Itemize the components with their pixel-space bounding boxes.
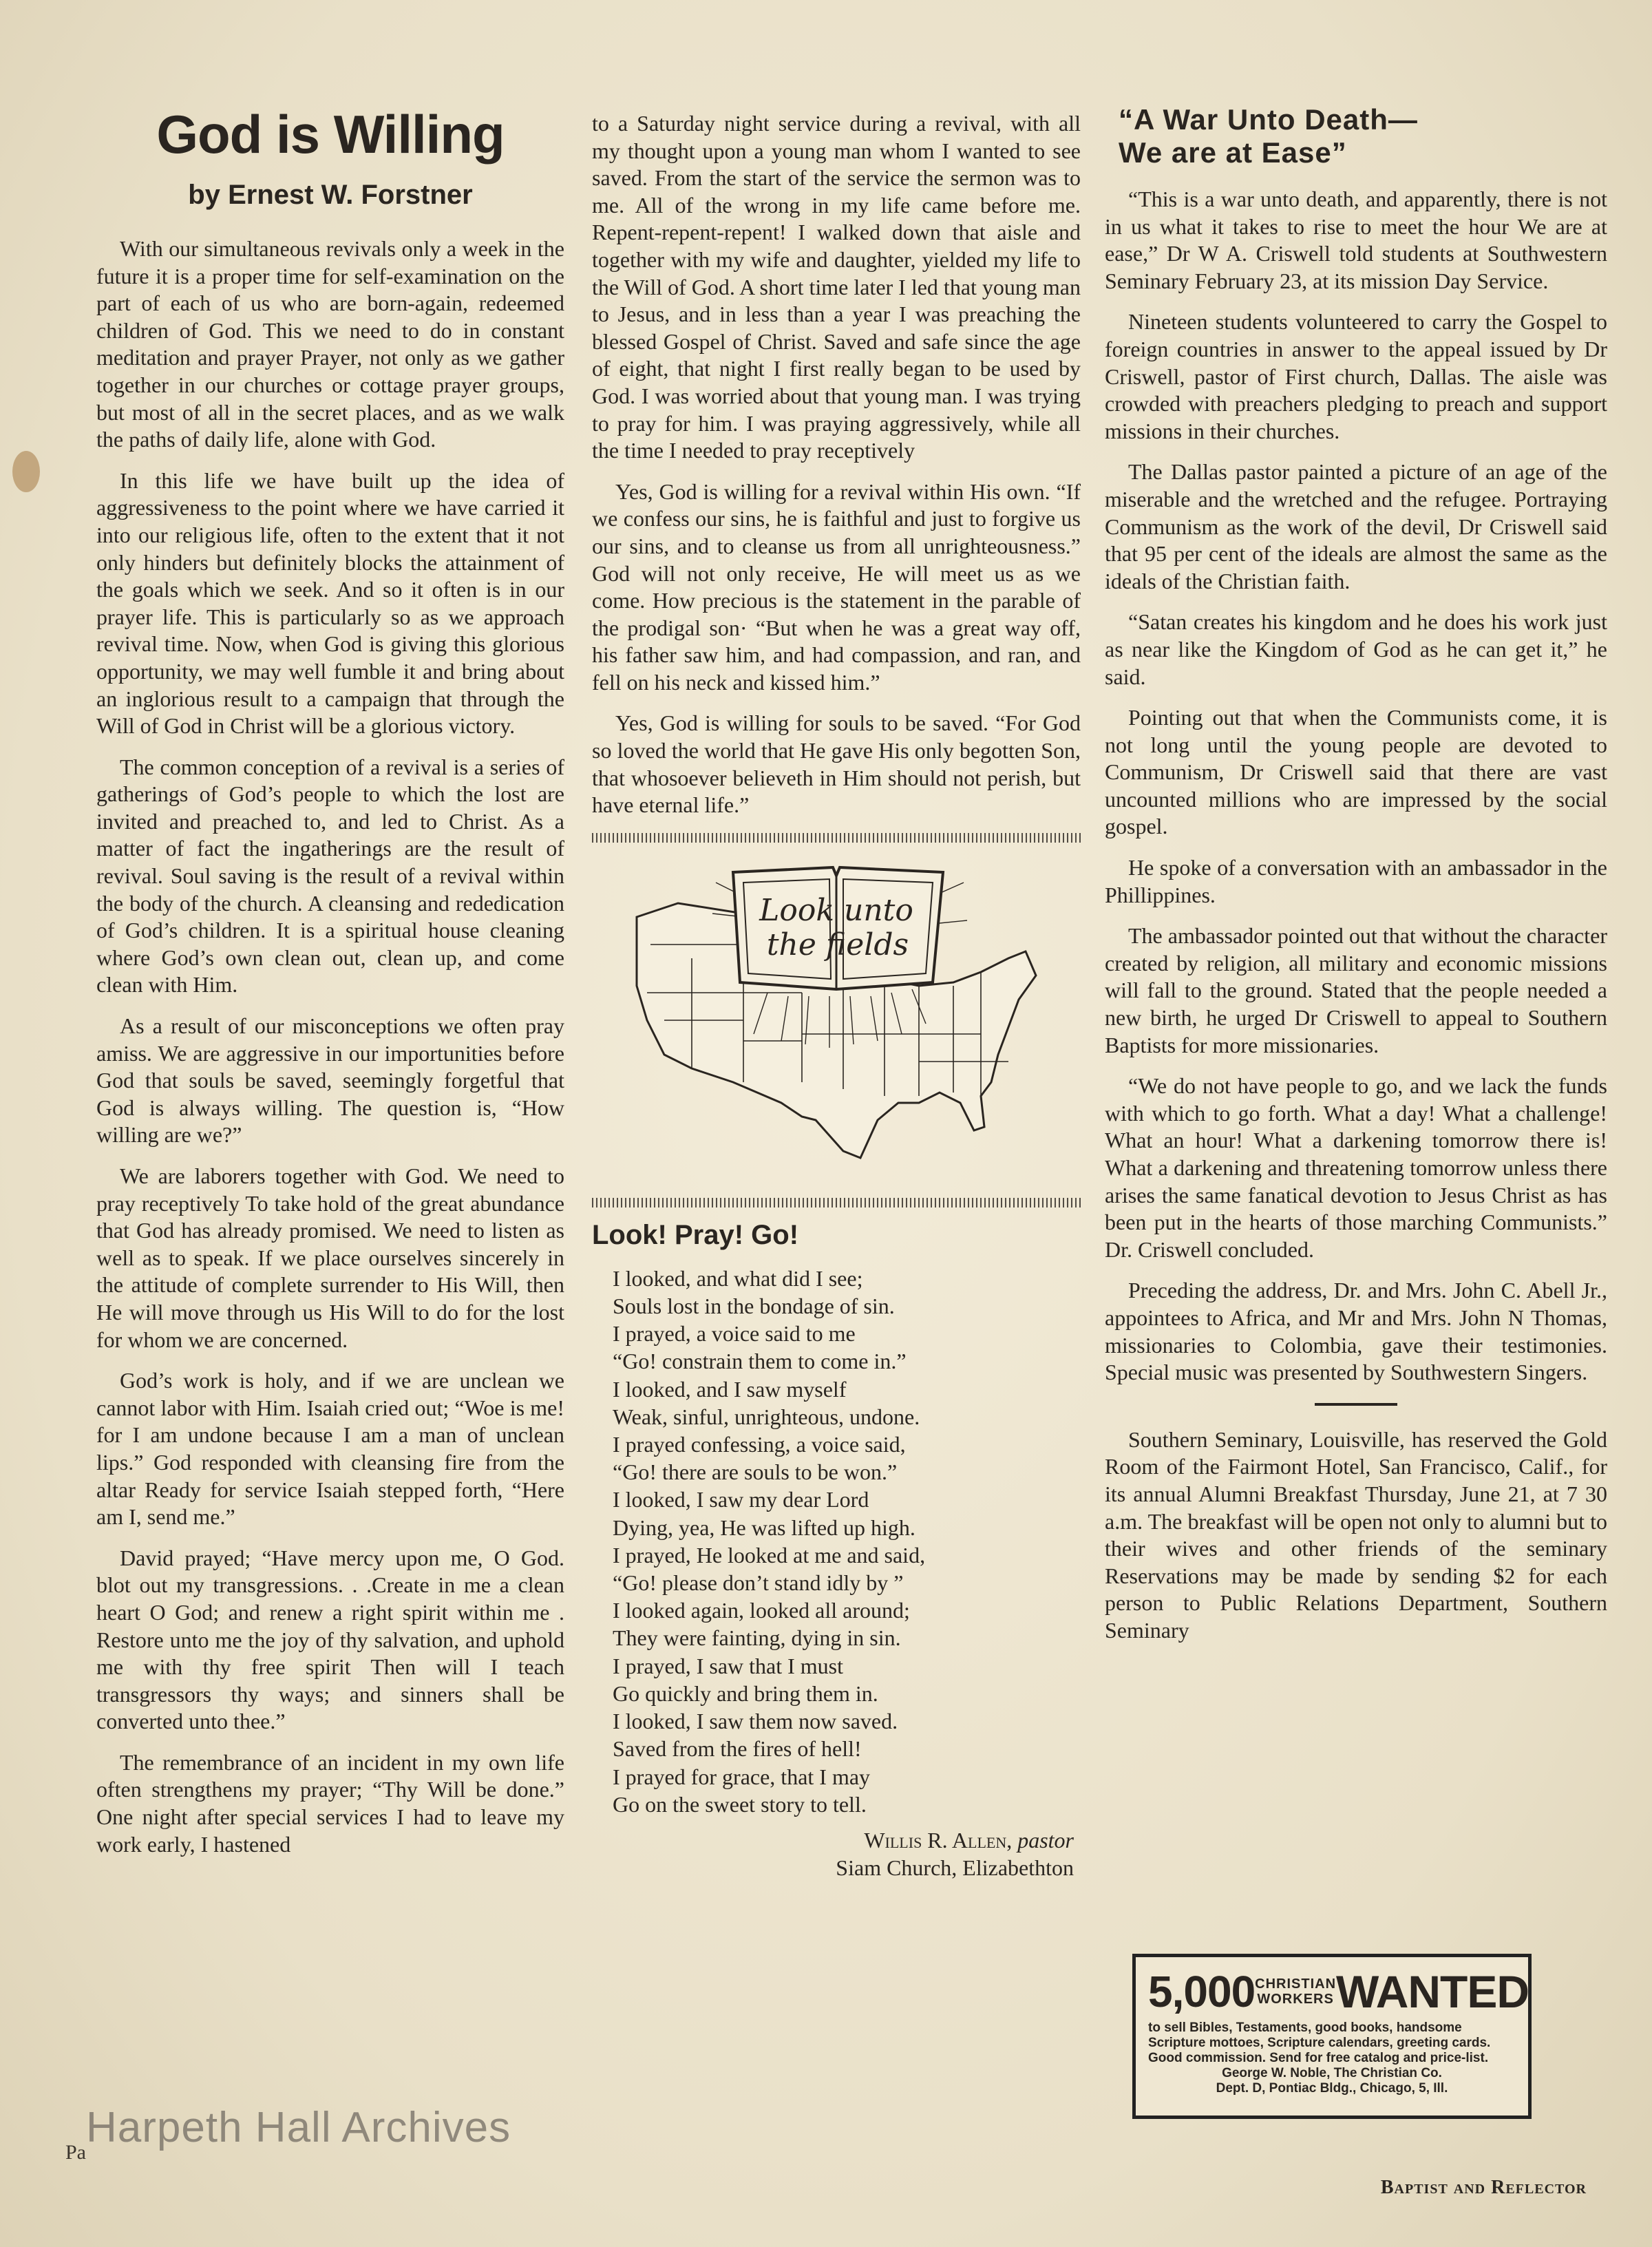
paragraph: We are laborers together with God. We need to pray receptively To take hold of the great abundance that God has already promised. We need to listen as well as to speak. If we place ourselves sincerely in the attitude of complete surrender to His Will, then He will move through us His Will to do for the lost for whom we are concerned. xyxy=(96,1163,564,1352)
column-middle xyxy=(592,110,1081,1881)
column-right xyxy=(1105,103,1607,1658)
paragraph: The remembrance of an incident in my own life often strengthens my prayer; “Thy Will be done.” One night after special services I had to leave my work early, I hastened xyxy=(96,1749,564,1857)
poem-line: I prayed confessing, a voice said, xyxy=(613,1432,906,1457)
paragraph: In this life we have built up the idea of aggressiveness to the point where we have carried it into our religious life, often to the extent that it not only hinders but definitely blocks the attainment of the goals which we seek. And so it often is in our prayer life. This is particularly so as we approach revival time. Now, when God is giving this glorious opportunity, we may well fumble it and bring about an inglorious result to a campaign that through the Will of God in Christ will be a glorious victory. xyxy=(96,467,564,739)
poem-author-role: pastor xyxy=(1017,1827,1074,1853)
poem-line: I looked, and I saw myself xyxy=(613,1376,847,1402)
poem-line: Souls lost in the bondage of sin. xyxy=(613,1294,895,1319)
poem-line: Weak, sinful, unrighteous, undone. xyxy=(613,1404,920,1429)
paragraph: David prayed; “Have mercy upon me, O God. blot out my transgressions. . .Create in me a clean heart O God; and renew a right spirit within me . Restore unto me the joy of thy salvation, and uphold me with thy free spirit Then will I teach transgressors thy ways; and sinners shall be converted unto thee.” xyxy=(96,1545,564,1734)
poem-line: “Go! constrain them to come in.” xyxy=(613,1349,907,1374)
poem-line: I looked again, looked all around; xyxy=(613,1598,910,1623)
section-rule xyxy=(1315,1403,1397,1406)
poem-line: They were fainting, dying in sin. xyxy=(613,1625,901,1651)
paragraph: “This is a war unto death, and apparently, there is not in us what it takes to rise to meet the hour We are at ease,” Dr W A. Criswell told students at Southwestern Seminary February 23, at its mission Day Service. xyxy=(1105,187,1607,293)
ad-subtitle-line2: WORKERS xyxy=(1257,1992,1334,2007)
paragraph: As a result of our misconceptions we often pray amiss. We are aggressive in our importunities before God that souls be saved, seemingly forgetful that God is always willing. The question is, “How willing are we?” xyxy=(96,1013,564,1148)
ad-wanted: WANTED xyxy=(1336,1966,1529,2017)
poem-line: I looked, and what did I see; xyxy=(613,1265,863,1291)
poem-line: “Go! there are souls to be won.” xyxy=(613,1459,898,1485)
poem-line: Saved from the fires of hell! xyxy=(613,1736,862,1762)
paragraph: Pointing out that when the Communists come, it is not long until the young people are devoted to Communism, Dr Criswell said that there are vast uncounted millions who are impressed by the social gospel. xyxy=(1105,705,1607,839)
seminary-notice: Southern Seminary, Louisville, has reserved the Gold Room of the Fairmont Hotel, San Francisco, Calif., for its annual Alumni Breakfast Thursday, June 21, at 7 30 a.m. The breakfast will be open not only to alumni but to their wives and other friends of the seminary Reservations may be made by sending $2 for each person to Public Relations Department, Southern Seminary xyxy=(1105,1426,1607,1643)
article-byline: by Ernest W. Forstner xyxy=(188,180,473,210)
article2-title-line2: We are at Ease” xyxy=(1119,136,1347,169)
illustration-caption-line1: Look unto xyxy=(759,892,913,928)
poem-signature xyxy=(592,1826,1081,1881)
poem-line: I prayed for grace, that I may xyxy=(613,1764,871,1789)
ad-address: Dept. D, Pontiac Bldg., Chicago, 5, Ill. xyxy=(1216,2081,1448,2096)
paragraph: Preceding the address, Dr. and Mrs. John C. Abell Jr., appointees to Africa, and Mr and Mrs. John N Thomas, missionaries to Colombia, gave their testimonies. Special music was presented by Southwestern Singers. xyxy=(1105,1278,1607,1385)
poem-line: I prayed, a voice said to me xyxy=(613,1321,856,1347)
paragraph: He spoke of a conversation with an ambassador in the Phillippines. xyxy=(1105,855,1607,907)
paragraph: Yes, God is willing for a revival within His own. “If we confess our sins, he is faithful and just to forgive us our sins, and to cleanse us from all unrighteousness.” God will not only receive, He will meet us as we come. How precious is the statement in the parable of the prodigal son· “But when he was a great way off, his father saw him, and had compassion, and ran, and fell on his neck and kissed him.” xyxy=(592,478,1081,695)
column-left xyxy=(96,103,564,1872)
paragraph: Yes, God is willing for souls to be saved. “For God so loved the world that He gave His only begotten Son, that whosoever believeth in Him should not perish, but have eternal life.” xyxy=(592,710,1081,818)
paragraph: The Dallas pastor painted a picture of an age of the miserable and the wretched and the refugee. Portraying Communism as the work of the devil, Dr Criswell said that 95 per cent of the ideals are almost the same as the ideals of the Christian faith. xyxy=(1105,459,1607,593)
poem-line: I looked, I saw my dear Lord xyxy=(613,1487,869,1512)
article2-title xyxy=(1119,103,1607,169)
poem-line: Go quickly and bring them in. xyxy=(613,1680,878,1706)
wavy-divider xyxy=(592,1198,1081,1207)
ad-number: 5,000 xyxy=(1148,1967,1256,2016)
poem-body xyxy=(613,1265,1081,1818)
paragraph: God’s work is holy, and if we are unclean we cannot labor with Him. Isaiah cried out; “Woe is me! for I am undone because I am a man of unclean lips.” God responded with cleansing fire from the altar Ready for service Isaiah stepped forth, “Here am I, send me.” xyxy=(96,1368,564,1530)
poem-line: Dying, yea, He was lifted up high. xyxy=(613,1515,915,1540)
poem-author: Willis R. Allen, xyxy=(864,1827,1013,1853)
article2-title-line1: “A War Unto Death— xyxy=(1119,103,1418,136)
paragraph: “We do not have people to go, and we lack the funds with which to go forth. What a day! What a challenge! What an hour! What a darkening tomorrow there is! What a darkening and threatening tomorrow unless there arises the same fanatical devotion to Jesus Christ as has been put in the hearts of those marching Communists.” Dr. Criswell concluded. xyxy=(1105,1073,1607,1262)
advertisement-box xyxy=(1132,1954,1532,2119)
poem-title: Look! Pray! Go! xyxy=(592,1219,799,1250)
article-title: God is Willing xyxy=(156,104,505,165)
poem-line: I prayed, I saw that I must xyxy=(613,1653,844,1678)
wavy-divider xyxy=(592,833,1081,843)
poem-line: Go on the sweet story to tell. xyxy=(613,1791,867,1817)
archive-watermark: Harpeth Hall Archives xyxy=(86,2104,511,2151)
paragraph: The ambassador pointed out that without the character created by religion, all military and economic missions will fall to the ground. Stated that the people needed a new birth, he urged Dr Criswell to appeal to Southern Baptists for more missionaries. xyxy=(1105,923,1607,1057)
publication-name: Baptist and Reflector xyxy=(1380,2177,1587,2198)
ad-subtitle xyxy=(1255,1976,1336,2007)
paragraph: With our simultaneous revivals only a week in the future it is a proper time for self-examination on the part of each of us who are born-again, redeemed children of God. This we need to do in constant meditation and prayer Prayer, not only as we gather together in our churches or cottage prayer groups, but most of all in the secret places, and as we walk the paths of daily life, alone with God. xyxy=(96,236,564,452)
poem-line: I looked, I saw them now saved. xyxy=(613,1709,898,1734)
illustration-caption-line2: the fields xyxy=(766,927,909,962)
poem-church: Siam Church, Elizabethton xyxy=(836,1855,1074,1880)
ad-subtitle-line1: CHRISTIAN xyxy=(1255,1976,1337,1992)
stain-mark xyxy=(12,451,40,492)
bible-over-map-illustration xyxy=(595,855,1077,1185)
paragraph: The common conception of a revival is a series of gatherings of God’s people to which the lost are invited and preached to, and led to Christ. As a matter of fact the ingatherings are the result of revival. Soul saving is the result of a revival within the body of the church. A cleansing and rededication of God’s children. It is a spiritual house cleaning where God’s own clean out, clean up, and come clean with Him. xyxy=(96,754,564,998)
page-marker: Pa xyxy=(65,2141,86,2164)
ad-company: George W. Noble, The Christian Co. xyxy=(1222,2066,1442,2080)
poem-line: “Go! please don’t stand idly by ” xyxy=(613,1570,904,1596)
paragraph: Nineteen students volunteered to carry the Gospel to foreign countries in answer to the appeal issued by Dr Criswell, pastor of First church, Dallas. The aisle was crowded with preachers pledging to preach and support missions in their churches. xyxy=(1105,309,1607,443)
paragraph: “Satan creates his kingdom and he does his work just as near like the Kingdom of God as he can get it,” he said. xyxy=(1105,609,1607,689)
paragraph: to a Saturday night service during a revival, with all my thought upon a young man whom I wanted to see saved. From the start of the service the sermon was to me. All of the wrong in my life came before me. Repent-repent-repent! I walked down that aisle and together with my wife and daughter, yielded my life to the Will of God. A short time later I led that young man to Jesus, and in less than a year I was preaching the blessed Gospel of Christ. Saved and safe since the age of eight, that night I first really began to be used by God. I was worried about that young man. I was trying to pray for him. I was praying aggressively, while all the time I needed to pray receptively xyxy=(592,111,1081,463)
poem-line: I prayed, He looked at me and said, xyxy=(613,1542,926,1568)
ad-text: to sell Bibles, Testaments, good books, handsome Scripture mottoes, Scripture calendars, greeting cards. Good commission. Send for free catalog and price-list. xyxy=(1148,2021,1491,2065)
